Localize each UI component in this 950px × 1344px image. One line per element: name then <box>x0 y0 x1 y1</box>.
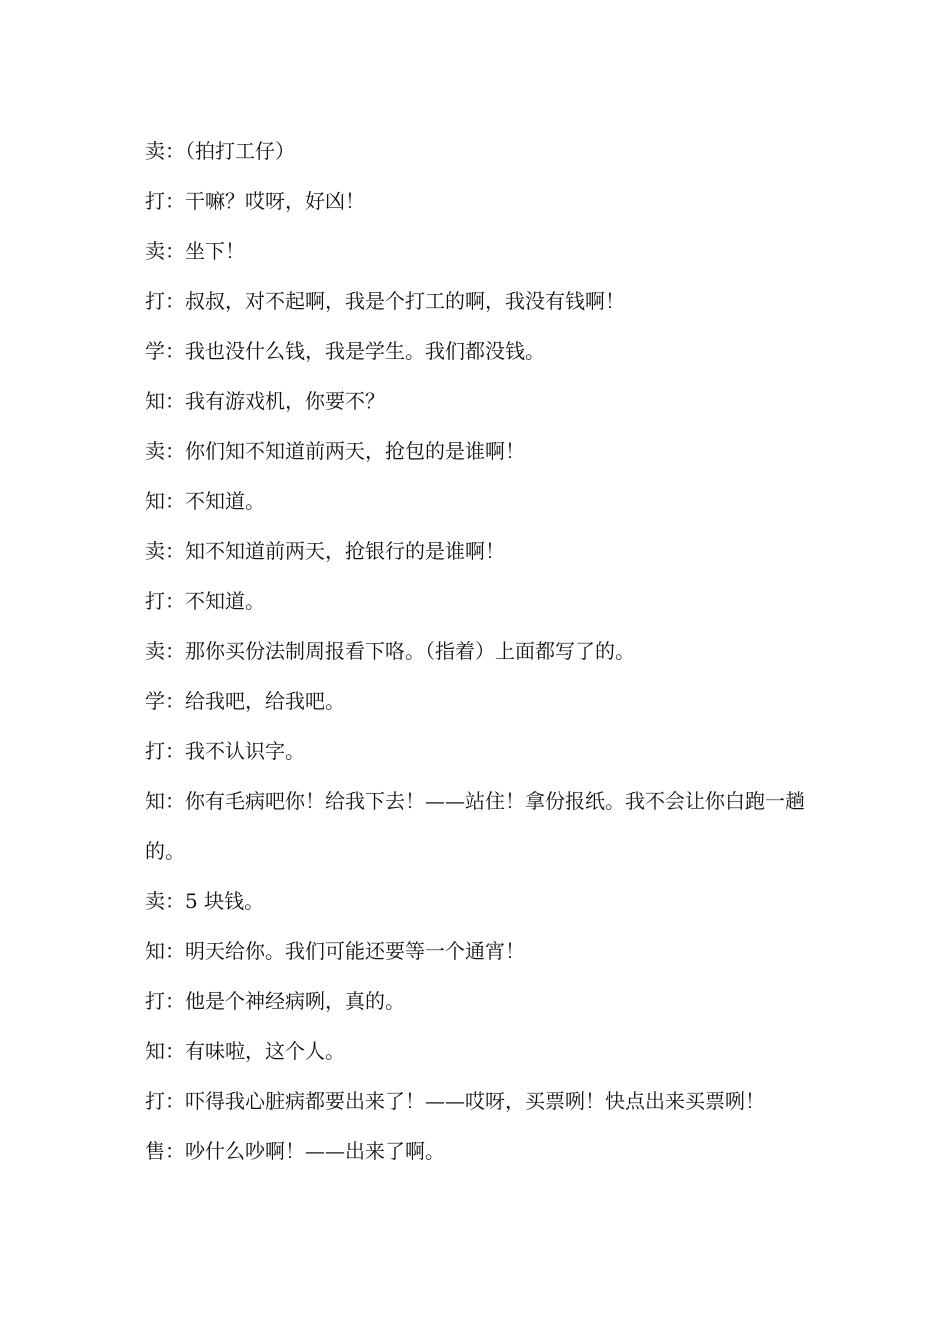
dialogue-line: 打：我不认识字。 <box>145 739 305 763</box>
dialogue-line: 卖：坐下！ <box>145 239 245 263</box>
dialogue-line: 卖：知不知道前两天，抢银行的是谁啊！ <box>145 539 505 563</box>
dialogue-line: 知：你有毛病吧你！给我下去！——站住！拿份报纸。我不会让你白跑一趟的。 <box>145 789 805 863</box>
dialogue-line: 打：干嘛？哎呀，好凶！ <box>145 189 365 213</box>
dialogue-body <box>145 126 810 1176</box>
dialogue-line: 打：他是个神经病咧，真的。 <box>145 989 405 1013</box>
dialogue-line: 学：我也没什么钱，我是学生。我们都没钱。 <box>145 339 545 363</box>
dialogue-line: 学：给我吧，给我吧。 <box>145 689 345 713</box>
dialogue-line: 卖：（拍打工仔） <box>145 139 295 163</box>
dialogue-line: 售：吵什么吵啊！——出来了啊。 <box>145 1139 445 1163</box>
dialogue-line: 卖：5 块钱。 <box>145 889 265 913</box>
dialogue-line: 打：不知道。 <box>145 589 265 613</box>
dialogue-line: 知：明天给你。我们可能还要等一个通宵！ <box>145 939 525 963</box>
dialogue-line: 知：有味啦，这个人。 <box>145 1039 345 1063</box>
dialogue-line: 打：吓得我心脏病都要出来了！——哎呀，买票咧！快点出来买票咧！ <box>145 1089 765 1113</box>
dialogue-line: 知：不知道。 <box>145 489 265 513</box>
dialogue-line: 知：我有游戏机，你要不？ <box>145 389 385 413</box>
dialogue-line: 打：叔叔，对不起啊，我是个打工的啊，我没有钱啊！ <box>145 289 625 313</box>
dialogue-line: 卖：你们知不知道前两天，抢包的是谁啊！ <box>145 439 525 463</box>
dialogue-line: 卖：那你买份法制周报看下咯。（指着）上面都写了的。 <box>145 639 635 663</box>
